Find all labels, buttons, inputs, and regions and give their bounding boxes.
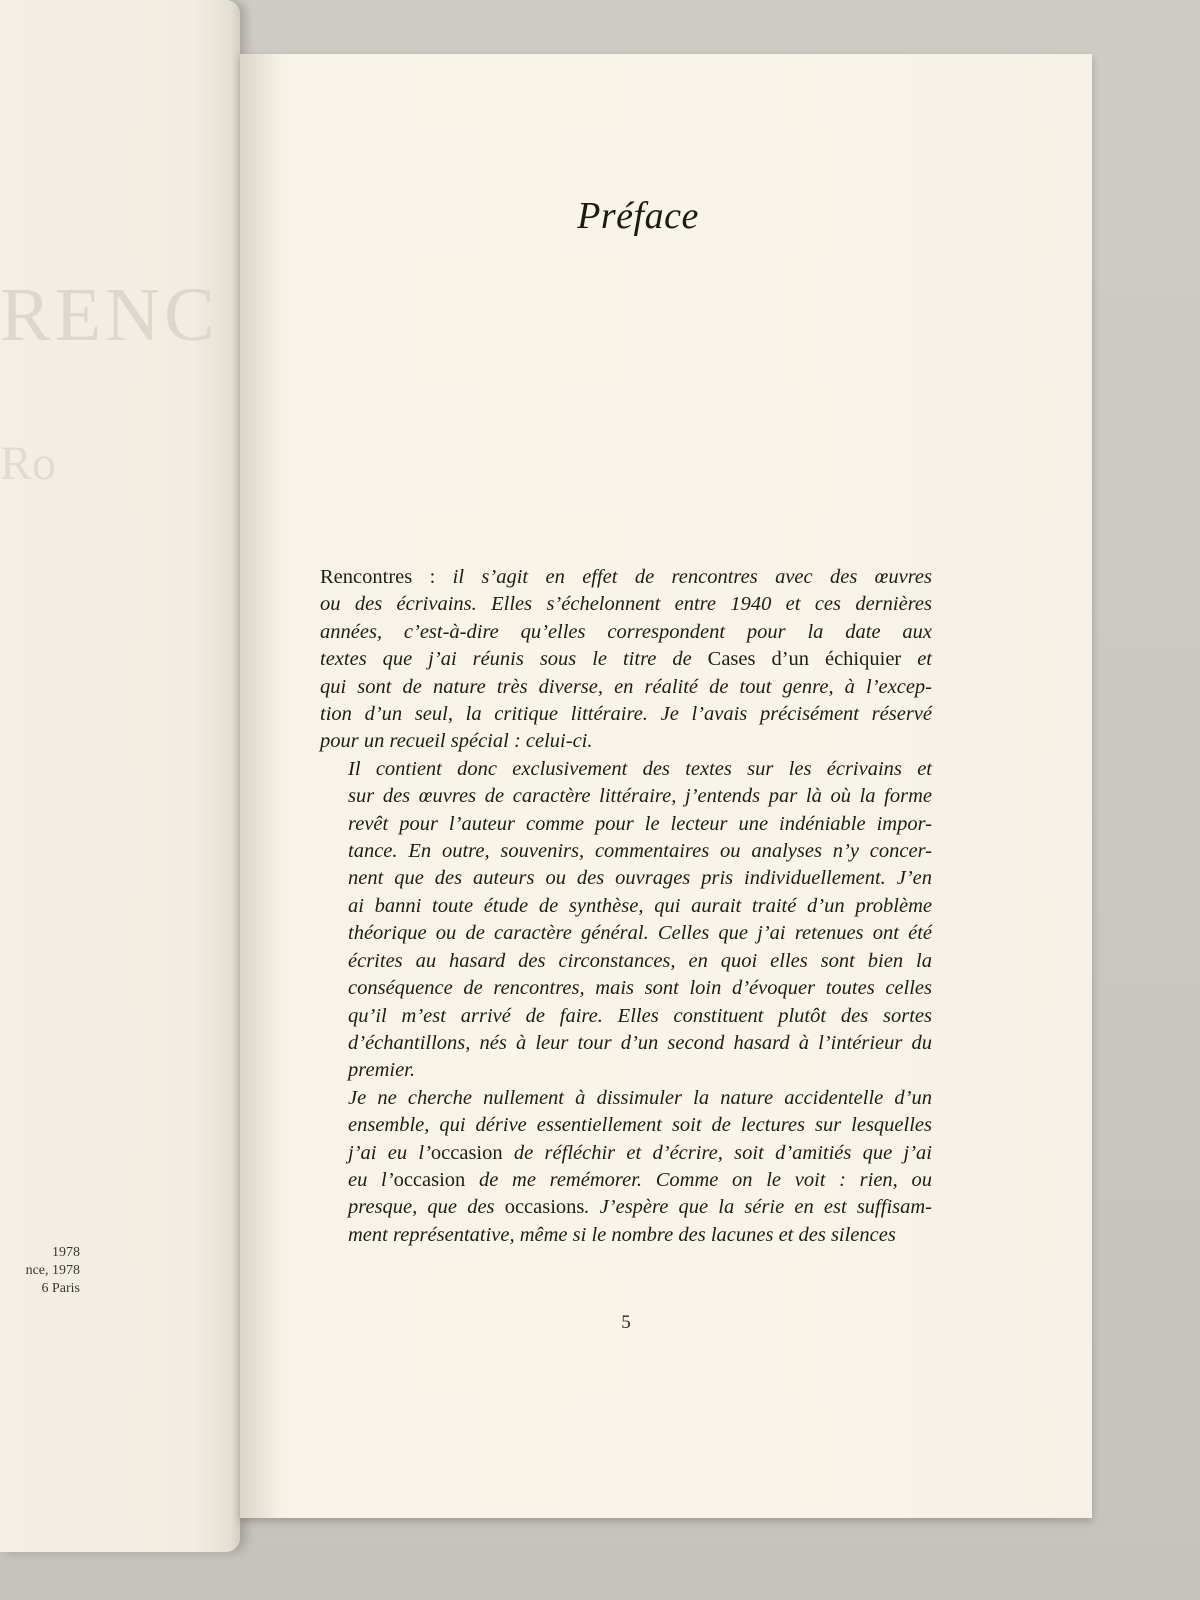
italic-text: de réfléchir et d’écrire, soit d’amitiés que j’ai	[502, 1141, 932, 1164]
italic-text: j’ai eu l’	[348, 1141, 431, 1164]
italic-text: ment représentative, même si le nombre des lacunes et des silences	[348, 1223, 896, 1246]
italic-text: ai banni toute étude de synthèse, qui aurait traité d’un problème	[348, 894, 932, 917]
imprint-line: 6 Paris	[41, 1281, 80, 1296]
text-line	[320, 674, 932, 701]
text-line	[320, 783, 932, 810]
italic-text: eu l’	[348, 1168, 394, 1191]
text-line	[320, 1003, 932, 1030]
text-line	[320, 591, 932, 618]
imprint-line: 1978	[52, 1245, 80, 1260]
italic-text: qui sont de nature très diverse, en réalité de tout genre, à l’excep-	[320, 675, 932, 698]
italic-text: premier.	[348, 1059, 415, 1082]
text-line	[320, 1057, 932, 1084]
text-line	[320, 728, 932, 755]
text-line	[320, 701, 932, 728]
text-line	[320, 975, 932, 1002]
show-through-subtitle: Ro	[0, 437, 57, 490]
page-number: 5	[621, 1312, 631, 1333]
page-title: Préface	[577, 195, 699, 237]
text-line	[320, 838, 932, 865]
italic-text: nent que des auteurs ou des ouvrages pris individuellement. J’en	[348, 867, 932, 890]
italic-text: il s’agit en effet de rencontres avec des œuvres	[452, 566, 932, 588]
italic-text: tance. En outre, souvenirs, commentaires ou analyses n’y concer-	[348, 840, 932, 863]
text-line	[320, 1112, 932, 1139]
preface-body	[320, 564, 932, 1249]
paragraph-1	[320, 564, 932, 756]
text-line	[320, 1140, 932, 1167]
italic-text: tion d’un seul, la critique littéraire. Je l’avais précisément réservé	[320, 703, 932, 726]
roman-text: occasions	[504, 1196, 585, 1219]
italic-text: . J’espère que la série en est suffisam-	[584, 1196, 932, 1219]
show-through-title: RENC	[0, 273, 219, 357]
text-line	[320, 756, 932, 783]
italic-text: pour un recueil spécial : celui-ci.	[320, 730, 593, 753]
text-line	[320, 920, 932, 947]
italic-text: presque, que des	[348, 1196, 505, 1219]
italic-text: de me remémorer. Comme on le voit : rien, ou	[465, 1168, 932, 1191]
imprint-line: nce, 1978	[25, 1263, 80, 1278]
text-line	[320, 619, 932, 646]
text-line	[320, 1222, 932, 1249]
imprint-block	[0, 1244, 80, 1298]
italic-text: années, c’est-à-dire qu’elles correspondent pour la date aux	[320, 620, 932, 643]
roman-text: occasion	[393, 1168, 466, 1191]
italic-text: Il contient donc exclusivement des textes sur les écrivains et	[348, 757, 932, 780]
italic-text: et	[901, 648, 933, 671]
italic-text: sur des œuvres de caractère littéraire, j’entends par là où la forme	[348, 785, 932, 808]
gutter-shadow	[240, 54, 280, 1518]
italic-text: conséquence de rencontres, mais sont loin d’évoquer toutes celles	[348, 977, 932, 1000]
text-line	[320, 1085, 932, 1112]
italic-text: Je ne cherche nullement à dissimuler la nature accidentelle d’un	[348, 1086, 932, 1109]
italic-text: écrites au hasard des circonstances, en quoi elles sont bien la	[348, 949, 932, 972]
left-page	[0, 0, 240, 1552]
text-line	[320, 1030, 932, 1057]
italic-text: théorique ou de caractère général. Celles que j’ai retenues ont été	[348, 922, 932, 945]
roman-text: Rencontres :	[320, 566, 453, 588]
italic-text: textes que j’ai réunis sous le titre de	[320, 648, 708, 671]
text-line	[320, 893, 932, 920]
italic-text: ou des écrivains. Elles s’échelonnent entre 1940 et ces dernières	[320, 593, 932, 616]
italic-text: ensemble, qui dérive essentiellement soit de lectures sur lesquelles	[348, 1114, 932, 1137]
text-line	[320, 646, 932, 673]
text-line	[320, 811, 932, 838]
roman-text: Cases d’un échiquier	[707, 648, 902, 671]
italic-text: qu’il m’est arrivé de faire. Elles constituent plutôt des sortes	[348, 1004, 932, 1027]
text-line	[320, 865, 932, 892]
paragraph-3	[320, 1085, 932, 1249]
text-line	[320, 948, 932, 975]
roman-text: occasion	[430, 1141, 503, 1164]
italic-text: d’échantillons, nés à leur tour d’un second hasard à l’intérieur du	[348, 1031, 932, 1054]
right-page	[240, 54, 1092, 1518]
text-line	[320, 564, 932, 591]
text-line	[320, 1167, 932, 1194]
text-line	[320, 1194, 932, 1221]
paragraph-2	[320, 756, 932, 1085]
italic-text: revêt pour l’auteur comme pour le lecteur une indéniable impor-	[348, 812, 932, 835]
